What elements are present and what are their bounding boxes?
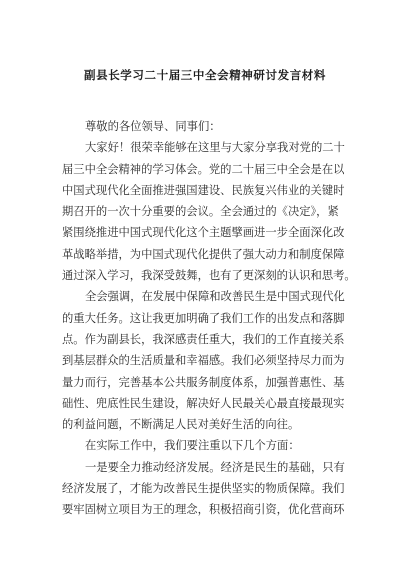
text-line: 期召开的一次十分重要的会议。全会通过的《决定》，紧 [62,205,339,219]
text-line: 经济发展了，才能为改善民生提供坚实的物质保障。我们 [62,482,345,496]
text-line: 到基层群众的生活质量和幸福感。我们必须坚持尽力而为 [62,354,345,368]
document-body [62,116,362,521]
text-line: 中国式现代化全面推进强国建设、民族复兴伟业的关键时 [62,183,345,197]
text-line: 一是要全力推动经济发展。经济是民生的基础，只有 [85,460,345,474]
text-line: 大家好！很荣幸能够在这里与大家分享我对党的二十 [85,141,345,155]
document-title: 副县长学习二十届三中全会精神研讨发言材料 [84,68,326,82]
text-line: 要牢固树立项目为王的理念，积极招商引资，优化营商环 [62,503,345,517]
text-line: 的重大任务。这让我更加明确了我们工作的出发点和落脚 [62,311,345,325]
text-line: 础性、兜底性民生建设，解决好人民最关心最直接最现实 [62,396,345,410]
text-line: 革战略举措，为中国式现代化提供了强大动力和制度保障 [62,247,345,261]
text-line: 尊敬的各位领导、同事们： [85,120,221,133]
text-line: 的利益问题，不断满足人民对美好生活的向往。 [62,418,300,432]
text-line: 在实际工作中，我们要注重以下几个方面： [85,439,300,453]
text-line: 点。作为副县长，我深感责任重大，我们的工作直接关系 [62,332,345,346]
text-line: 量力而行，完善基本公共服务制度体系，加强普惠性、基 [62,375,345,389]
text-line: 届三中全会精神的学习体会。党的二十届三中全会是在以 [62,162,345,176]
text-line: 全会强调，在发展中保障和改善民生是中国式现代化 [85,290,345,304]
text-line: 紧围绕推进中国式现代化这个主题擘画进一步全面深化改 [62,226,345,240]
text-line: 通过深入学习，我深受鼓舞，也有了更深刻的认识和思考。 [62,269,356,283]
